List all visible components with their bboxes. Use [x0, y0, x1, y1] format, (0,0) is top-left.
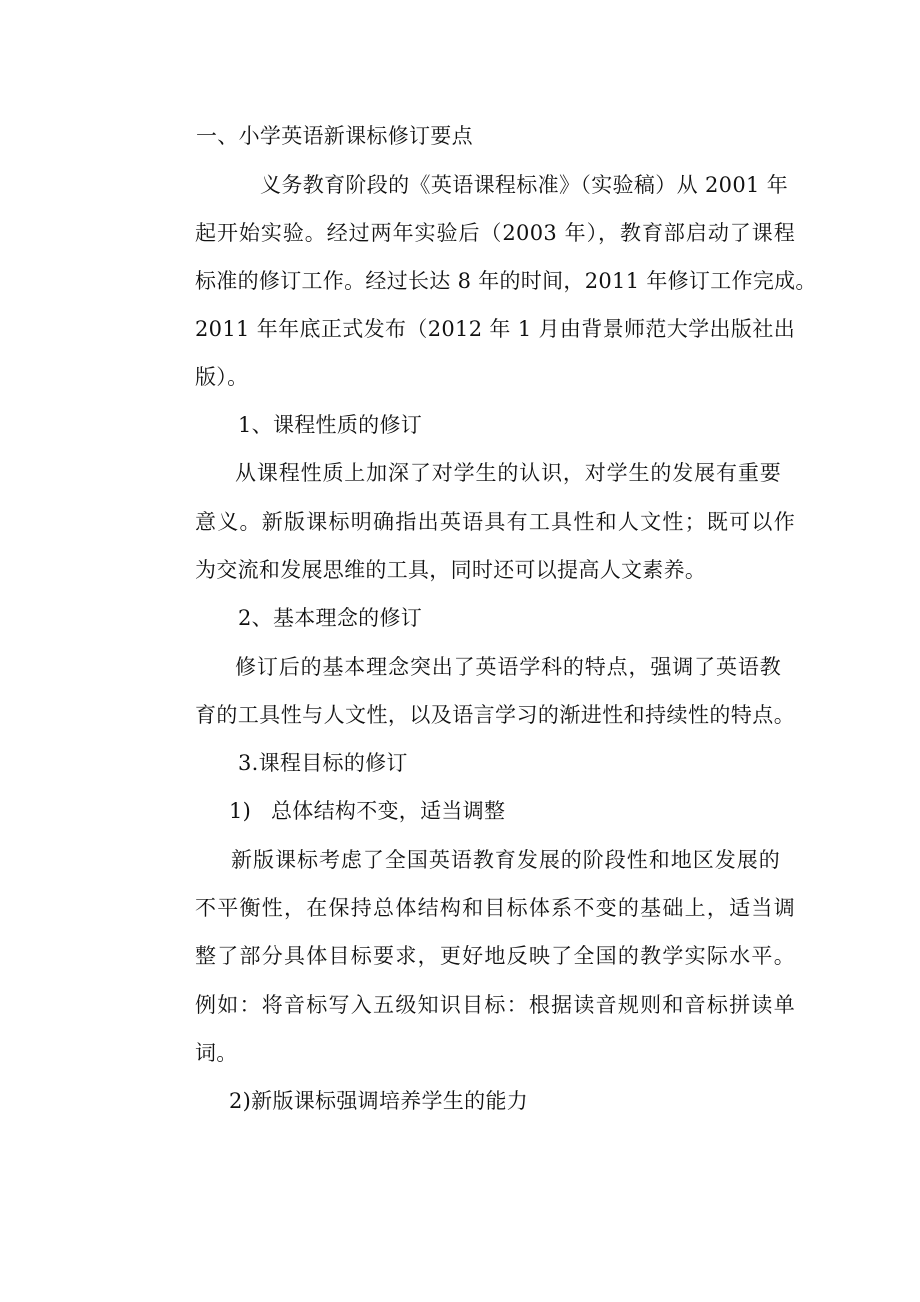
- section-3-title: 3.课程目标的修订: [238, 751, 408, 775]
- subsection-2-title: 2)新版课标强调培养学生的能力: [229, 1089, 529, 1113]
- subsection-1-line-5: 词。: [195, 1041, 238, 1065]
- document-heading: 一、小学英语新课标修订要点: [196, 124, 473, 148]
- subsection-1-line-1: 新版课标考虑了全国英语教育发展的阶段性和地区发展的: [231, 848, 780, 872]
- intro-line-3: 标准的修订工作。经过长达 8 年的时间，2011 年修订工作完成。: [195, 269, 817, 293]
- subsection-1-line-3: 整了部分具体目标要求，更好地反映了全国的教学实际水平。: [195, 944, 795, 968]
- section-1-title: 1、课程性质的修订: [238, 413, 423, 437]
- subsection-1-number: 1): [229, 799, 252, 823]
- section-2-title: 2、基本理念的修订: [238, 606, 423, 630]
- intro-line-1: 义务教育阶段的《英语课程标准》（实验稿）从 2001 年: [260, 173, 788, 197]
- section-2-line-1: 修订后的基本理念突出了英语学科的特点，强调了英语教: [235, 655, 781, 679]
- intro-line-5: 版）。: [195, 365, 249, 389]
- subsection-1-line-2: 不平衡性，在保持总体结构和目标体系不变的基础上，适当调: [195, 896, 795, 920]
- subsection-1-title: 总体结构不变，适当调整: [271, 799, 506, 823]
- intro-line-4: 2011 年年底正式发布（2012 年 1 月由背景师范大学出版社出: [195, 317, 795, 341]
- subsection-1-line-4: 例如：将音标写入五级知识目标：根据读音规则和音标拼读单: [195, 993, 795, 1017]
- section-2-line-2: 育的工具性与人文性，以及语言学习的渐进性和持续性的特点。: [195, 703, 795, 727]
- section-1-line-3: 为交流和发展思维的工具，同时还可以提高人文素养。: [195, 558, 707, 582]
- section-1-line-1: 从课程性质上加深了对学生的认识，对学生的发展有重要: [235, 461, 781, 485]
- intro-line-2: 起开始实验。经过两年实验后（2003 年），教育部启动了课程: [195, 221, 795, 245]
- section-1-line-2: 意义。新版课标明确指出英语具有工具性和人文性；既可以作: [195, 510, 795, 534]
